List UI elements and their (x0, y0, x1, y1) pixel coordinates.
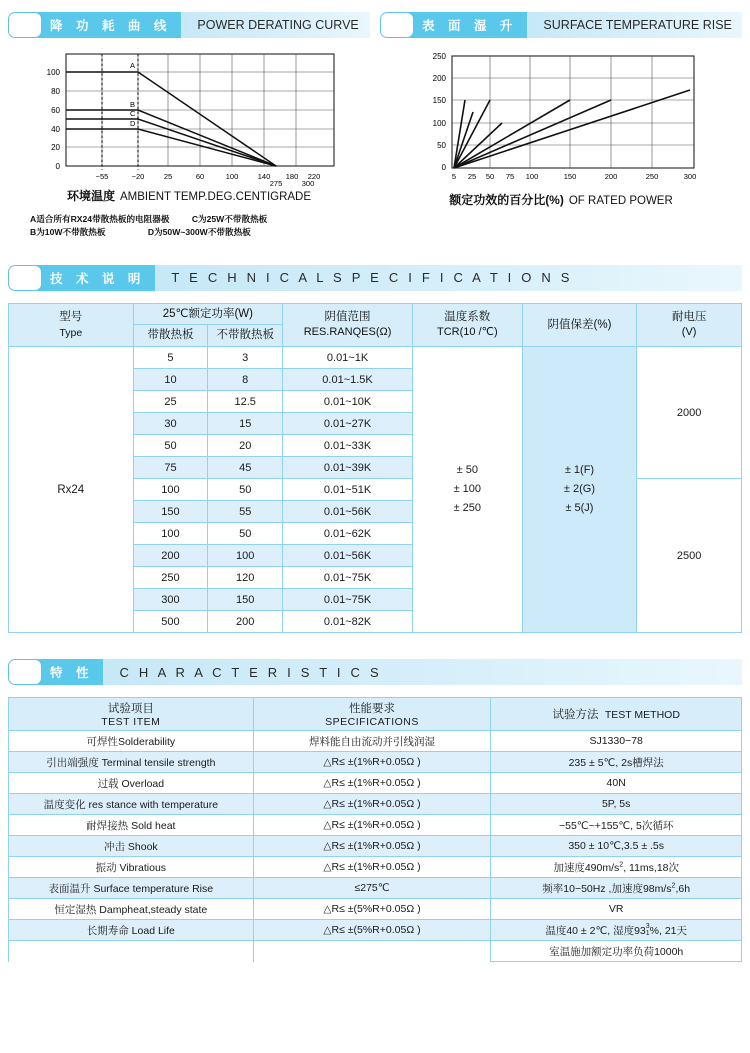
note-d: D为50W~300W不带散热板 (147, 226, 251, 237)
table-row (9, 920, 742, 941)
cell-res: 0.01~56K (283, 545, 413, 567)
banner-characteristics (8, 659, 742, 685)
banner-title-en: SURFACE TEMPERATURE RISE (527, 12, 742, 38)
svg-text:300: 300 (301, 179, 315, 188)
cell-with-plate: 75 (133, 457, 208, 479)
derating-caption-en: AMBIENT TEMP.DEG.CENTIGRADE (119, 191, 312, 203)
cell-with-plate: 500 (133, 611, 208, 633)
banner-title-en: POWER DERATING CURVE (181, 12, 370, 38)
derating-svg (8, 46, 358, 196)
derating-extra-ticks (8, 177, 358, 197)
cell-test-method: 5P, 5s (491, 794, 742, 815)
col-header-specifications (253, 698, 491, 731)
svg-text:200: 200 (604, 172, 618, 181)
col-header-without-heatsink: 不带散热板 (208, 325, 283, 347)
svg-text:220: 220 (307, 172, 321, 181)
cell-with-plate: 30 (133, 413, 208, 435)
cell-specification: △R≤ ±(1%R+0.05Ω ) (253, 857, 491, 878)
col-header-tcr-en: TCR(10 /℃) (436, 326, 498, 339)
cell-res: 0.01~56K (283, 501, 413, 523)
cell-test-item: 可焊性Solderability (9, 731, 254, 752)
cell-with-plate: 300 (133, 589, 208, 611)
cell-res: 0.01~75K (283, 589, 413, 611)
table-row (9, 836, 742, 857)
cell-test-item: 温度变化 res stance with temperature (9, 794, 254, 815)
svg-text:50: 50 (437, 141, 446, 150)
cell-res: 0.01~82K (283, 611, 413, 633)
table-row (9, 899, 742, 920)
cell-with-plate: 100 (133, 523, 208, 545)
banner-power-derating (8, 12, 370, 38)
table-row (9, 731, 742, 752)
cell-specification: △R≤ ±(1%R+0.05Ω ) (253, 815, 491, 836)
cell-specification: △R≤ ±(1%R+0.05Ω ) (253, 773, 491, 794)
svg-text:300: 300 (683, 172, 697, 181)
col-header-item-cn: 试验项目 (107, 703, 154, 716)
table-row (9, 794, 742, 815)
cell-without-plate: 100 (208, 545, 283, 567)
specifications-table (8, 303, 742, 633)
note-c: C为25W不带散热板 (191, 214, 268, 224)
svg-text:75: 75 (505, 172, 515, 181)
svg-text:100: 100 (525, 172, 539, 181)
derating-notes (30, 213, 370, 239)
cell-test-method: −55℃~+155℃, 5次循环 (491, 815, 742, 836)
svg-text:50: 50 (485, 172, 495, 181)
banner-box-icon (8, 265, 42, 291)
cell-without-plate: 45 (208, 457, 283, 479)
col-header-test-item (9, 698, 254, 731)
col-header-tolerance: 阴值保差(%) (522, 303, 637, 346)
cell-res: 0.01~75K (283, 567, 413, 589)
cell-test-method: 室温施加额定功率负荷1000h (491, 941, 742, 962)
col-header-voltage (637, 303, 742, 346)
cell-specification: △R≤ ±(1%R+0.05Ω ) (253, 836, 491, 857)
table-row (9, 941, 742, 962)
cell-specification: △R≤ ±(1%R+0.05Ω ) (253, 752, 491, 773)
derating-section (8, 12, 370, 239)
cell-res: 0.01~1.5K (283, 369, 413, 391)
col-header-type-en: Type (59, 326, 83, 339)
top-charts-row (0, 0, 750, 239)
cell-test-item: 振动 Vibratious (9, 857, 254, 878)
svg-text:60: 60 (51, 106, 60, 115)
cell-res: 0.01~27K (283, 413, 413, 435)
banner-box-icon (380, 12, 414, 38)
curve-label-b: B (130, 100, 136, 109)
svg-text:60: 60 (195, 172, 205, 181)
cell-without-plate: 50 (208, 479, 283, 501)
curve-label-d: D (130, 119, 136, 128)
col-header-volt-en: (V) (681, 326, 697, 339)
banner-title-cn: 降 功 耗 曲 线 (36, 12, 181, 38)
table-row (9, 878, 742, 899)
col-header-type-cn: 型号 (59, 311, 83, 323)
cell-with-plate: 200 (133, 545, 208, 567)
table-row (9, 347, 742, 369)
temprise-caption-en: OF RATED POWER (568, 195, 673, 207)
cell-res: 0.01~62K (283, 523, 413, 545)
spec-table-head (9, 303, 742, 346)
cell-test-method: 40N (491, 773, 742, 794)
table-row (9, 857, 742, 878)
svg-text:25: 25 (163, 172, 173, 181)
technical-specifications-section (0, 265, 750, 633)
col-header-spec-en: SPECIFICATIONS (325, 716, 419, 729)
cell-res: 0.01~39K (283, 457, 413, 479)
cell-test-method: VR (491, 899, 742, 920)
cell-res: 0.01~51K (283, 479, 413, 501)
cell-test-item: 恒定湿热 Dampheat,steady state (9, 899, 254, 920)
cell-res: 0.01~33K (283, 435, 413, 457)
cell-specification: ≤275℃ (253, 878, 491, 899)
svg-text:100: 100 (46, 68, 60, 77)
table-row (9, 815, 742, 836)
col-header-tcr (412, 303, 522, 346)
svg-text:250: 250 (645, 172, 659, 181)
cell-test-method: 235 ± 5℃, 2s槽焊法 (491, 752, 742, 773)
cell-with-plate: 10 (133, 369, 208, 391)
note-a: A适合所有RX24带散热板的电阻器极 (30, 214, 170, 224)
banner-surface-temp-rise (380, 12, 742, 38)
cell-without-plate: 200 (208, 611, 283, 633)
cell-without-plate: 50 (208, 523, 283, 545)
col-header-type (9, 303, 134, 346)
col-header-rated-power: 25℃额定功率(W) (133, 303, 283, 325)
svg-text:20: 20 (51, 143, 60, 152)
col-header-method-en: TEST METHOD (604, 709, 680, 722)
power-derating-chart (8, 38, 370, 201)
col-header-with-heatsink: 带散热板 (133, 325, 208, 347)
banner-title-cn: 表 面 湿 升 (408, 12, 527, 38)
cell-tcr-values: ± 50 ± 100 ± 250 (412, 347, 522, 633)
svg-text:25: 25 (467, 172, 477, 181)
banner-title-en: T E C H N I C A L S P E C I F I C A T I O N S (155, 265, 742, 291)
banner-box-icon (8, 659, 42, 685)
cell-without-plate: 12.5 (208, 391, 283, 413)
cell-test-method: 加速度$490m/s^2$, 11ms,18次 (491, 857, 742, 878)
col-header-volt-cn: 耐电压 (671, 310, 707, 323)
cell-test-item: 过载 Overload (9, 773, 254, 794)
cell-without-plate: 8 (208, 369, 283, 391)
cell-specification: △R≤ ±(1%R+0.05Ω ) (253, 794, 491, 815)
cell-test-item: 表面温升 Surface temperature Rise (9, 878, 254, 899)
col-header-item-en: TEST ITEM (101, 716, 161, 729)
cell-test-method: SJ1330−78 (491, 731, 742, 752)
svg-text:100: 100 (432, 119, 446, 128)
char-header-row (9, 698, 742, 731)
char-table-body (9, 731, 742, 962)
svg-text:200: 200 (432, 74, 446, 83)
cell-with-plate: 5 (133, 347, 208, 369)
cell-voltage-lower: 2500 (637, 479, 742, 633)
svg-text:100: 100 (225, 172, 239, 181)
col-header-res-cn: 阴值范围 (324, 310, 371, 323)
cell-with-plate: 150 (133, 501, 208, 523)
banner-box-icon (8, 12, 42, 38)
table-row (9, 773, 742, 794)
cell-without-plate: 3 (208, 347, 283, 369)
cell-with-plate: 25 (133, 391, 208, 413)
curve-label-c: C (130, 109, 136, 118)
cell-without-plate: 150 (208, 589, 283, 611)
cell-test-item: 长期寿命 Load Life (9, 920, 254, 941)
cell-test-item: 耐焊接热 Sold heat (9, 815, 254, 836)
cell-voltage-upper: 2000 (637, 347, 742, 479)
banner-title-cn: 特 性 (36, 659, 103, 685)
cell-without-plate: 20 (208, 435, 283, 457)
svg-text:5: 5 (451, 172, 457, 181)
cell-tolerance-values: ± 1(F) ± 2(G) ± 5(J) (522, 347, 637, 633)
col-header-method-cn: 试验方法 (552, 709, 599, 722)
col-header-tcr-cn: 温度系数 (444, 310, 491, 323)
cell-test-method: 频率10−50Hz ,加速度$98m/s^2,6h$ (491, 878, 742, 899)
cell-test-item (9, 941, 254, 962)
banner-title-cn: 技 术 说 明 (36, 265, 155, 291)
svg-text:150: 150 (432, 96, 446, 105)
svg-text:150: 150 (563, 172, 577, 181)
characteristics-table (8, 697, 742, 962)
col-header-spec-cn: 性能要求 (349, 703, 395, 716)
cell-test-method: 温度40 ± 2℃, 湿度93 3 1 %, 21天 (491, 920, 742, 941)
cell-test-item: 引出端强度 Terminal tensile strength (9, 752, 254, 773)
characteristics-section (0, 659, 750, 962)
col-header-resistance-range (283, 303, 413, 346)
cell-specification: △R≤ ±(5%R+0.05Ω ) (253, 899, 491, 920)
cell-specification: △R≤ ±(5%R+0.05Ω ) (253, 920, 491, 941)
spacer (0, 239, 750, 265)
banner-technical-specifications (8, 265, 742, 291)
cell-with-plate: 100 (133, 479, 208, 501)
temprise-section (380, 12, 742, 239)
cell-test-item: 冲击 Shook (9, 836, 254, 857)
cell-test-method: 350 ± 10℃,3.5 ± .5s (491, 836, 742, 857)
svg-text:0: 0 (55, 162, 60, 171)
svg-text:80: 80 (51, 87, 60, 96)
spacer (0, 633, 750, 659)
svg-text:250: 250 (432, 52, 446, 61)
svg-text:0: 0 (441, 163, 446, 172)
surface-temp-rise-chart (380, 38, 742, 201)
col-header-res-en: RES.RANQES(Ω) (303, 326, 392, 339)
svg-text:180: 180 (285, 172, 299, 181)
svg-text:140: 140 (257, 172, 271, 181)
svg-text:−55: −55 (95, 172, 109, 181)
cell-without-plate: 120 (208, 567, 283, 589)
note-b: B为10W不带散热板 (30, 226, 106, 237)
derating-caption-cn: 环境温度 (66, 189, 115, 203)
cell-with-plate: 250 (133, 567, 208, 589)
cell-specification: 焊料能自由流动并引线润湿 (253, 731, 491, 752)
cell-without-plate: 15 (208, 413, 283, 435)
cell-res: 0.01~10K (283, 391, 413, 413)
temprise-svg (380, 46, 740, 196)
col-header-test-method (491, 698, 742, 731)
table-row (9, 752, 742, 773)
temprise-caption-cn: 额定功效的百分比(%) (449, 193, 564, 207)
char-table-head (9, 698, 742, 731)
cell-specification (253, 941, 491, 962)
cell-type-value: Rx24 (9, 347, 134, 633)
spec-table-body (9, 347, 742, 633)
spec-header-row-1 (9, 303, 742, 325)
svg-text:−20: −20 (131, 172, 145, 181)
cell-without-plate: 55 (208, 501, 283, 523)
banner-title-en: C H A R A C T E R I S T I C S (103, 659, 742, 685)
cell-with-plate: 50 (133, 435, 208, 457)
svg-text:275: 275 (269, 179, 283, 188)
svg-text:40: 40 (51, 125, 60, 134)
curve-label-a: A (130, 61, 136, 70)
cell-res: 0.01~1K (283, 347, 413, 369)
